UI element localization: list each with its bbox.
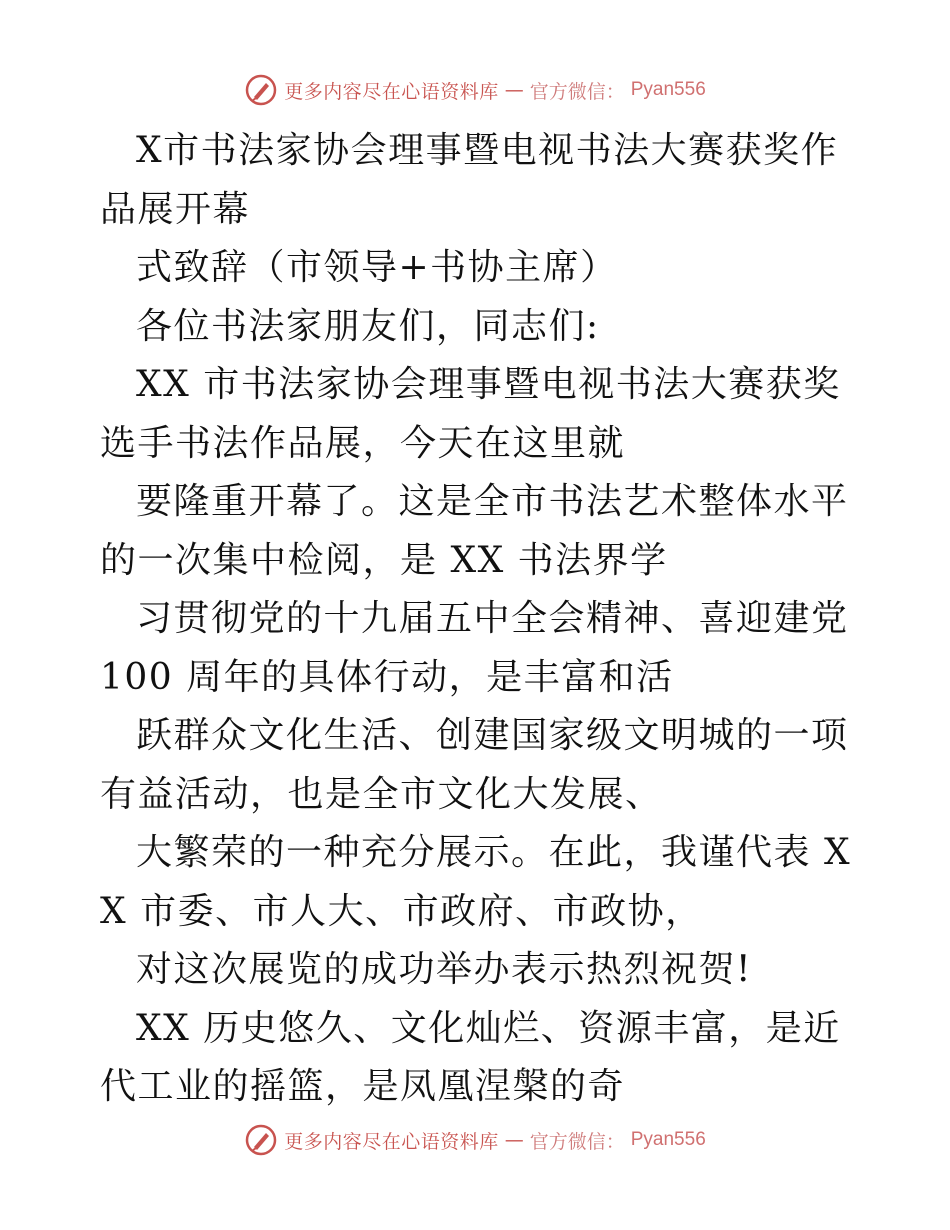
document-title-line1: X市书法家协会理事暨电视书法大赛获奖作品展开幕 — [100, 130, 839, 230]
document-title-line2: 式致辞（市领导+书协主席） — [136, 247, 618, 288]
body-paragraph: 跃群众文化生活、创建国家级文明城的一项有益活动，也是全市文化大发展、 — [100, 715, 849, 815]
salutation: 各位书法家朋友们，同志们: — [136, 305, 600, 347]
body-paragraph: XX 历史悠久、文化灿烂、资源丰富，是近代工业的摇篮，是凤凰涅槃的奇 — [100, 1007, 841, 1107]
body-paragraph: 要隆重开幕了。这是全市书法艺术整体水平的一次集中检阅，是 XX 书法界学 — [100, 481, 849, 581]
header-watermark — [0, 70, 950, 110]
watermark-wechat-label: 官方微信： — [529, 1130, 625, 1153]
watermark-wechat-label: 官方微信： — [529, 80, 625, 103]
body-paragraph: 大繁荣的一种充分展示。在此，我谨代表 XX 市委、市人大、市政府、市政协， — [100, 832, 852, 932]
watermark-wechat-id: Pyan556 — [630, 1129, 706, 1150]
watermark-main-text: 更多内容尽在心语资料库 — [284, 80, 499, 103]
body-paragraph: XX 市书法家协会理事暨电视书法大赛获奖选手书法作品展，今天在这里就 — [100, 364, 841, 464]
body-paragraph: 习贯彻党的十九届五中全会精神、喜迎建党 100 周年的具体行动，是丰富和活 — [100, 598, 849, 698]
quill-logo-icon — [244, 73, 278, 107]
body-paragraph: 对这次展览的成功举办表示热烈祝贺! — [136, 949, 752, 990]
watermark-separator: — — [504, 1129, 524, 1151]
document-body — [100, 122, 860, 1117]
watermark-separator: — — [504, 79, 524, 101]
footer-watermark — [0, 1120, 950, 1160]
watermark-wechat-id: Pyan556 — [630, 79, 706, 100]
quill-logo-icon — [244, 1123, 278, 1157]
watermark-main-text: 更多内容尽在心语资料库 — [284, 1130, 499, 1153]
